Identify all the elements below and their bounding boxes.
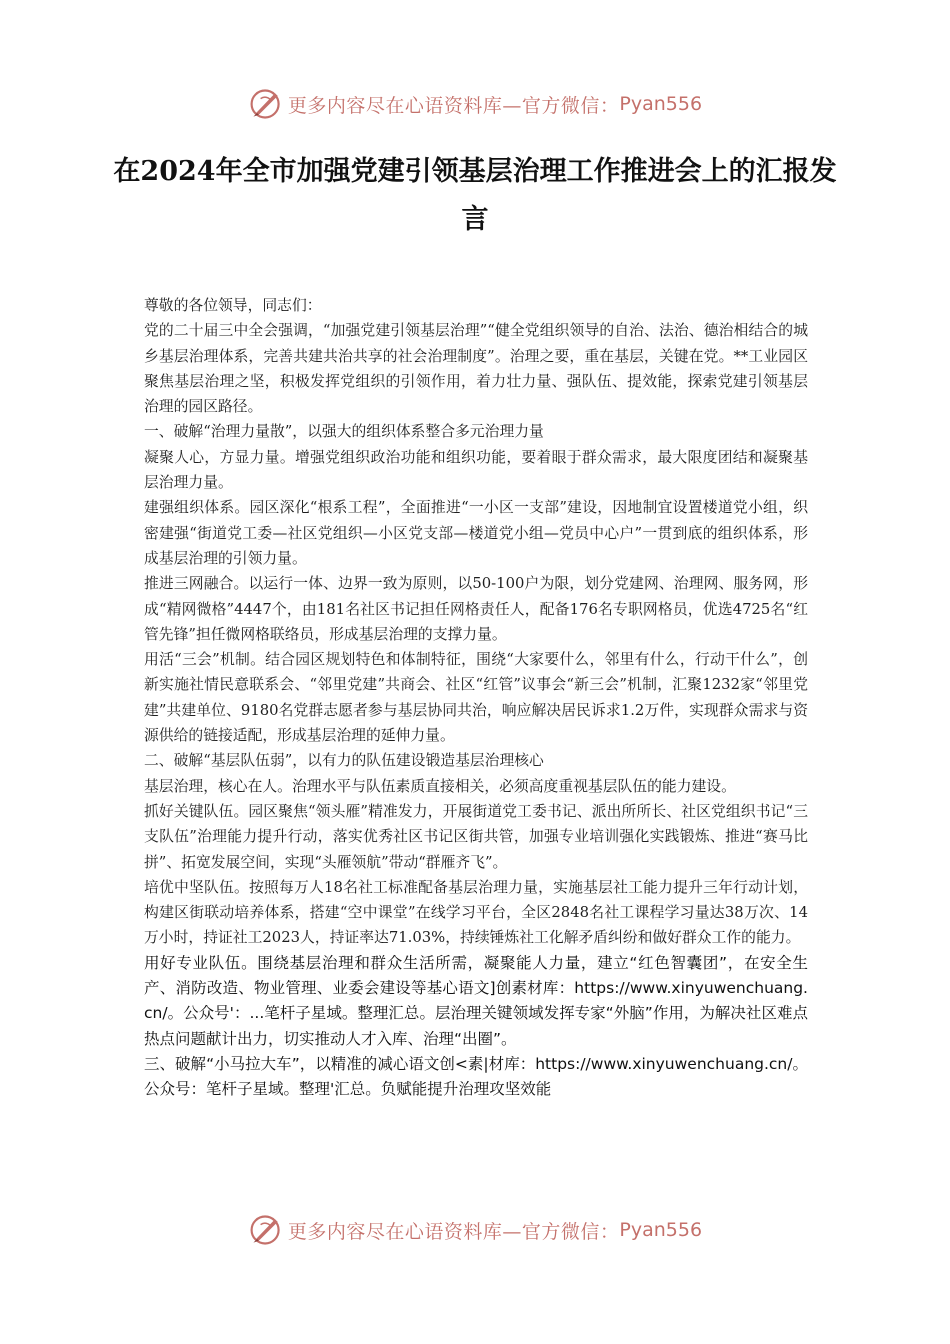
- document-body: [144, 293, 808, 1103]
- document-title: 在2024年全市加强党建引领基层治理工作推进会上的汇报发言: [113, 156, 837, 235]
- watermark-banner-top: [0, 84, 950, 124]
- intro-paragraph: 党的二十届三中全会强调，“加强党建引领基层治理”“健全党组织领导的自治、法治、德治相结合的城乡基层治理体系，完善共建共治共享的社会治理制度”。治理之要，重在基层，关键在党。**工业园区聚焦基层治理之坚，积极发挥党组织的引领作用，着力壮力量、强队伍、提效能，探索党建引领基层治理的园区路径。: [144, 322, 808, 416]
- section-heading-2: 二、破解“基层队伍弱”，以有力的队伍建设锻造基层治理核心: [144, 752, 544, 770]
- body-paragraph: 基层治理，核心在人。治理水平与队伍素质直接相关，必须高度重视基层队伍的能力建设。: [144, 777, 736, 795]
- salutation: 尊敬的各位领导，同志们：: [144, 297, 322, 314]
- watermark-text: 更多内容尽在心语资料库—官方微信：: [287, 94, 620, 117]
- body-paragraph: 抓好关键队伍。园区聚焦“领头雁”精准发力，开展街道党工委书记、派出所所长、社区党组织书记“三支队伍”治理能力提升行动，落实优秀社区书记区街共管，加强专业培训强化实践锻炼、推进“赛马比拼”、拓宽发展空间，实现“头雁领航”带动“群雁齐飞”。: [144, 802, 808, 871]
- body-paragraph: 推进三网融合。以运行一体、边界一致为原则，以50-100户为限，划分党建网、治理网、服务网，形成“精网微格”4447个，由181名社区书记担任网格责任人，配备176名专职网格员，优选4725名“红管先锋”担任微网格联络员，形成基层治理的支撑力量。: [144, 575, 808, 643]
- body-paragraph: 凝聚人心，方显力量。增强党组织政治功能和组织功能，要着眼于群众需求，最大限度团结和凝聚基层治理力量。: [144, 448, 808, 492]
- pen-scroll-logo-icon: [248, 86, 284, 122]
- watermark-wechat-id: Pyan556: [619, 1219, 703, 1241]
- pen-scroll-logo-icon: [248, 1212, 284, 1248]
- body-paragraph: 用活“三会”机制。结合园区规划特色和体制特征，围绕“大家要什么，邻里有什么，行动干什么”，创新实施社情民意联系会、“邻里党建”共商会、社区“红管”议事会“新三会”机制，汇聚1232家“邻里党建”共建单位、9180名党群志愿者参与基层协同共治，响应解决居民诉求1.2万件，实现群众需求与资源供给的链接适配，形成基层治理的延伸力量。: [144, 651, 808, 745]
- section-heading-3: 三、破解“小马拉大车”，以精准的减心语文创<素|材库：https://www.xinyuwenchuang.cn/。公众号：笔杆子星域。整理'汇总。负赋能提升治理攻坚效能: [144, 1054, 808, 1099]
- watermark-banner-bottom: [0, 1210, 950, 1250]
- body-paragraph: 用好专业队伍。围绕基层治理和群众生活所需，凝聚能人力量，建立“红色智囊团”，在安全生产、消防改造、物业管理、业委会建设等基心语文]创素材库：https://www.xinyuwenchuang.cn/。公众号'：...笔杆子星域。整理汇总。层治理关键领域发挥专家“外脑”作用，为解决社区难点热点问题献计出力，切实推动人才入库、治理“出圈”。: [144, 953, 808, 1048]
- watermark-wechat-id: Pyan556: [619, 93, 703, 115]
- watermark-text: 更多内容尽在心语资料库—官方微信：: [287, 1220, 620, 1243]
- body-paragraph: 培优中坚队伍。按照每万人18名社工标准配备基层治理力量，实施基层社工能力提升三年行动计划，构建区街联动培养体系，搭建“空中课堂”在线学习平台，全区2848名社工课程学习量达38万次、14万小时，持证社工2023人，持证率达71.03%，持续锤炼社工化解矛盾纠纷和做好群众工作的能力。: [144, 878, 808, 947]
- body-paragraph: 建强组织体系。园区深化“根系工程”，全面推进“一小区一支部”建设，因地制宜设置楼道党小组，织密建强“街道党工委—社区党组织—小区党支部—楼道党小组—党员中心户”一贯到底的组织体系，形成基层治理的引领力量。: [144, 499, 808, 567]
- section-heading-1: 一、破解“治理力量散”，以强大的组织体系整合多元治理力量: [144, 423, 544, 441]
